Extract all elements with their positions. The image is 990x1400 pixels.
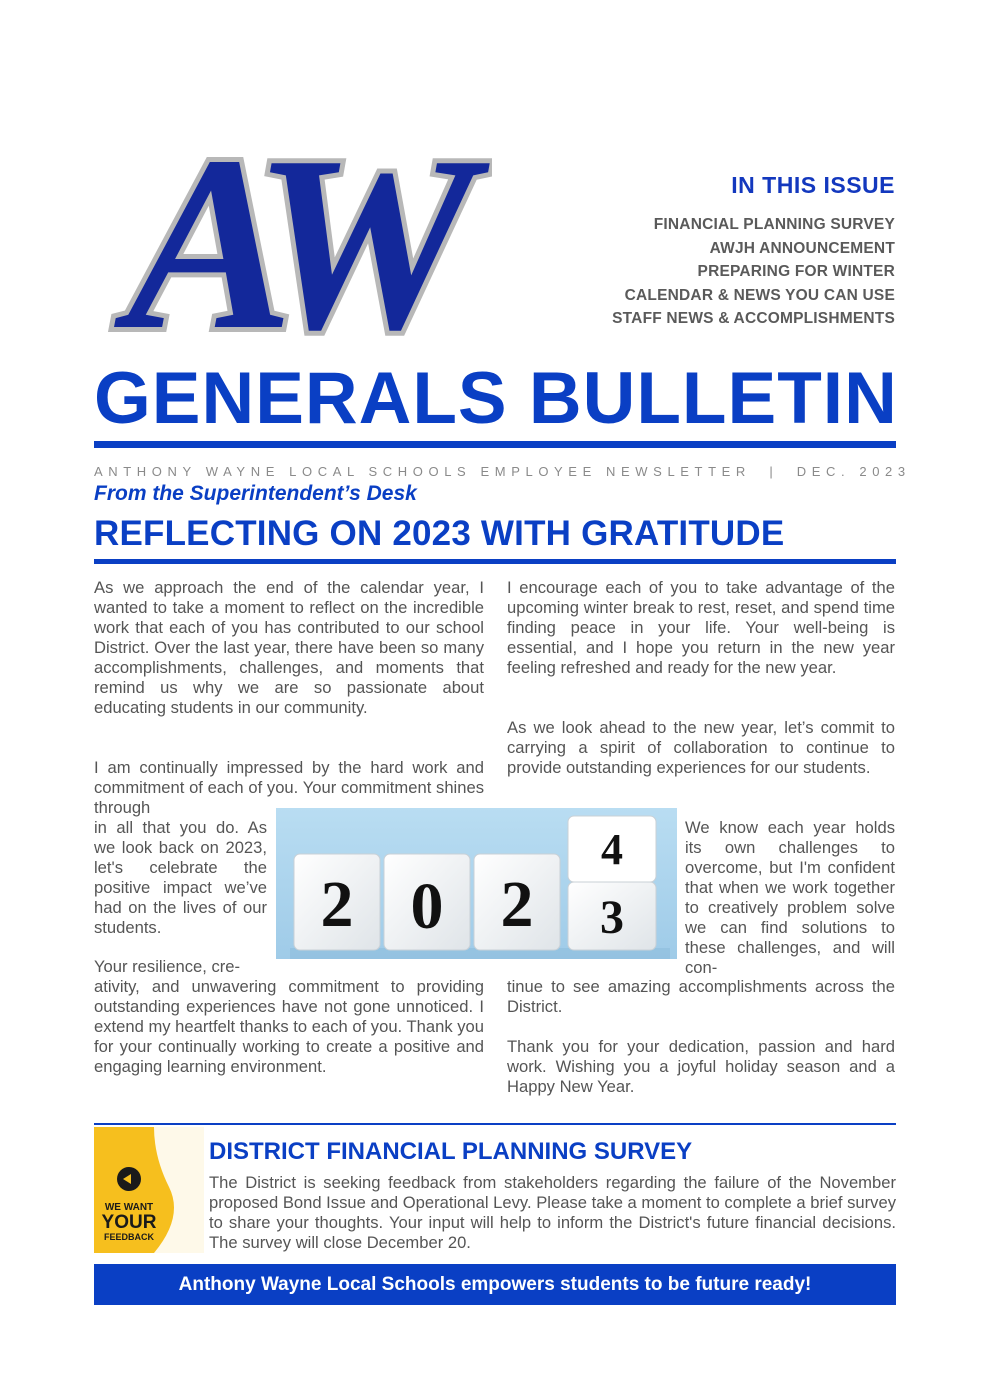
block-digit: 2 xyxy=(320,868,354,941)
issue-item[interactable]: CALENDAR & NEWS YOU CAN USE xyxy=(624,286,895,304)
issue-item[interactable]: STAFF NEWS & ACCOMPLISHMENTS xyxy=(612,310,895,327)
svg-text:WE WANT: WE WANT xyxy=(104,1202,154,1213)
article-kicker: From the Superintendent’s Desk xyxy=(94,482,417,505)
in-this-issue xyxy=(535,172,895,331)
survey-text: The District is seeking feedback from stakeholders regarding the failure of the November proposed Bond Issue and Operational Levy. Please take a moment to complete a brief survey to share your thoughts. Your input will help to inform the District's future financial decisions. The survey will close December 20. xyxy=(209,1173,896,1252)
aw-logo xyxy=(92,112,492,352)
masthead-subtitle: ANTHONY WAYNE LOCAL SCHOOLS EMPLOYEE NEWSLETTER | DEC. 2023 xyxy=(94,464,911,479)
survey-divider xyxy=(94,1123,896,1125)
block-digit: 0 xyxy=(410,870,444,943)
headline-divider xyxy=(94,559,896,564)
feedback-badge xyxy=(94,1127,204,1253)
article-paragraph: I encourage each of you to take advantage of the upcoming winter break to rest, reset, and spend time finding peace in your life. Your well-being is essential, and I hope you return in the new year feeling refreshed and ready for the new year. xyxy=(507,578,895,677)
article-paragraph: in all that you do. As we look back on 2023, let's celebrate the positive impact we’ve had on the lives of our students. xyxy=(94,818,267,937)
svg-text:FEEDBACK: FEEDBACK xyxy=(103,1232,155,1242)
masthead-title: GENERALS BULLETIN xyxy=(94,358,898,439)
article-paragraph: ativity, and unwavering commitment to providing outstanding experiences have not gone unnoticed. I extend my heartfelt thanks to each of you. Thank you for your continually working to create a positive and engaging learning environment. xyxy=(94,977,484,1076)
issue-item[interactable]: AWJH ANNOUNCEMENT xyxy=(709,239,895,257)
logo-text: AW xyxy=(126,112,458,352)
article-paragraph: Thank you for your dedication, passion and hard work. Wishing you a joyful holiday season and a Happy New Year. xyxy=(507,1037,895,1096)
block-digit: 3 xyxy=(600,891,624,944)
article-paragraph: tinue to see amazing accomplishments across the District. xyxy=(507,977,895,1016)
issue-title: IN THIS ISSUE xyxy=(731,172,895,198)
article-paragraph: Your resilience, cre- xyxy=(94,957,241,976)
issue-list xyxy=(535,213,895,331)
footer-banner: Anthony Wayne Local Schools empowers students to be future ready! xyxy=(94,1264,896,1305)
svg-text:YOUR: YOUR xyxy=(101,1212,157,1233)
masthead-divider xyxy=(94,441,896,448)
article-paragraph: As we approach the end of the calendar year, I wanted to take a moment to reflect on the incredible work that each of you has contributed to our school District. Over the last year, there have been so many accomplishments, challenges, and moments that remind us why we are so passionate about educating students in our community. xyxy=(94,578,484,717)
article-paragraph: As we look ahead to the new year, let’s commit to carrying a spirit of collaboration to continue to provide outstanding experiences for our students. xyxy=(507,718,895,777)
article-headline: REFLECTING ON 2023 WITH GRATITUDE xyxy=(94,514,785,553)
block-digit: 2 xyxy=(500,868,534,941)
issue-item[interactable]: FINANCIAL PLANNING SURVEY xyxy=(653,216,895,233)
block-digit: 4 xyxy=(601,825,623,874)
issue-item[interactable]: PREPARING FOR WINTER xyxy=(697,263,895,280)
year-blocks-photo xyxy=(276,808,677,959)
survey-title: DISTRICT FINANCIAL PLANNING SURVEY xyxy=(209,1138,693,1165)
article-paragraph: We know each year holds its own challenges to overcome, but I'm confident that when we work together to creatively problem solve we can find solutions to these challenges, and will con- xyxy=(685,818,895,977)
article-paragraph: I am continually impressed by the hard work and commitment of each of you. Your commitment shines through xyxy=(94,758,484,817)
